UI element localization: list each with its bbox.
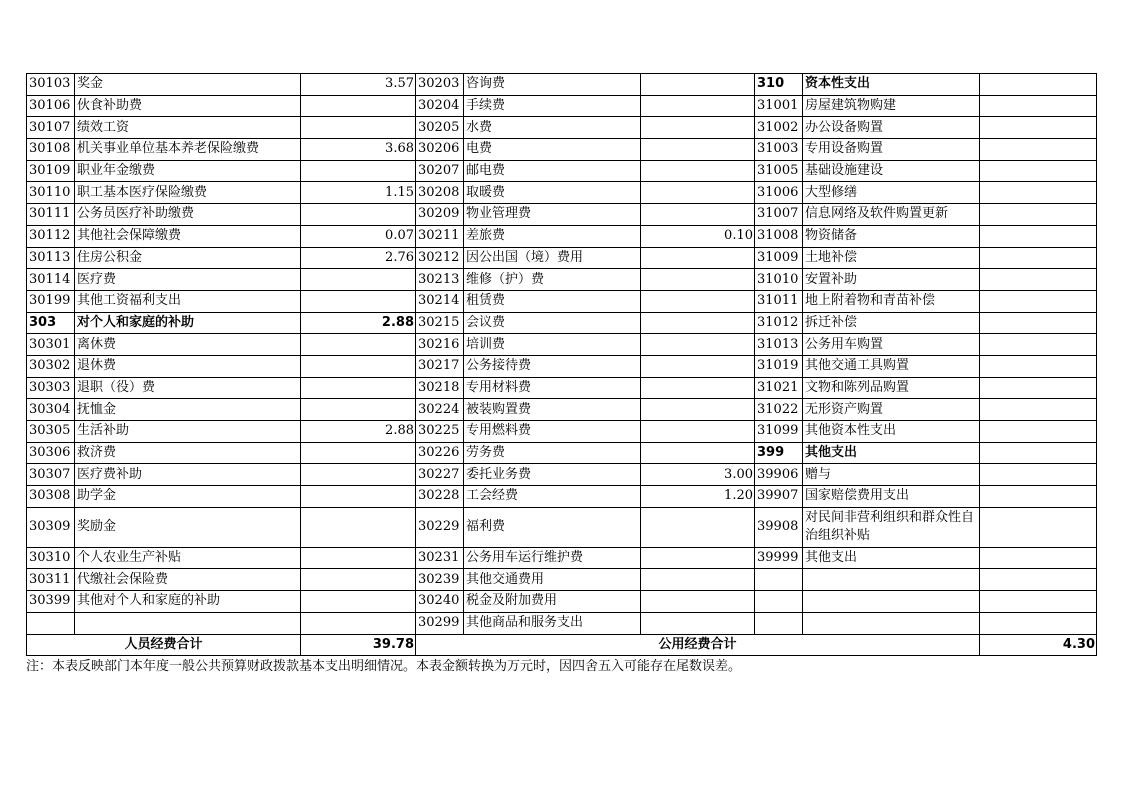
personnel-code-cell: 30112 xyxy=(27,225,75,247)
capital-item-cell: 对民间非营利组织和群众性自治组织补贴 xyxy=(803,507,980,547)
capital-item-cell: 拆迁补偿 xyxy=(803,312,980,334)
public-total-label: 公用经费合计 xyxy=(416,634,980,656)
personnel-amount-cell: 2.88 xyxy=(301,312,416,334)
personnel-code-cell: 30310 xyxy=(27,547,75,569)
capital-code-cell: 31099 xyxy=(755,421,803,443)
public-item-cell: 取暖费 xyxy=(464,182,641,204)
personnel-code-cell: 30106 xyxy=(27,95,75,117)
capital-item-cell: 大型修缮 xyxy=(803,182,980,204)
personnel-code-cell: 30307 xyxy=(27,464,75,486)
personnel-code-cell: 30303 xyxy=(27,377,75,399)
capital-amount-cell xyxy=(980,464,1097,486)
public-item-cell: 委托业务费 xyxy=(464,464,641,486)
personnel-item-cell: 奖金 xyxy=(75,74,301,96)
capital-amount-cell xyxy=(980,139,1097,161)
public-amount-cell xyxy=(641,399,755,421)
personnel-code-cell: 30108 xyxy=(27,139,75,161)
personnel-item-cell: 奖励金 xyxy=(75,507,301,547)
capital-amount-cell xyxy=(980,569,1097,591)
capital-item-cell: 其他支出 xyxy=(803,442,980,464)
capital-code-cell: 39907 xyxy=(755,486,803,508)
public-code-cell: 30226 xyxy=(416,442,464,464)
public-item-cell: 邮电费 xyxy=(464,160,641,182)
capital-code-cell: 31011 xyxy=(755,290,803,312)
public-code-cell: 30231 xyxy=(416,547,464,569)
public-code-cell: 30205 xyxy=(416,117,464,139)
table-row xyxy=(27,612,1097,634)
public-amount-cell xyxy=(641,160,755,182)
personnel-amount-cell xyxy=(301,507,416,547)
table-row xyxy=(27,421,1097,443)
public-item-cell: 工会经费 xyxy=(464,486,641,508)
public-item-cell: 物业管理费 xyxy=(464,204,641,226)
public-code-cell: 30224 xyxy=(416,399,464,421)
public-amount-cell xyxy=(641,355,755,377)
capital-amount-cell xyxy=(980,117,1097,139)
capital-code-cell: 31010 xyxy=(755,269,803,291)
public-code-cell: 30239 xyxy=(416,569,464,591)
personnel-amount-cell: 3.57 xyxy=(301,74,416,96)
capital-amount-cell xyxy=(980,160,1097,182)
capital-code-cell: 31022 xyxy=(755,399,803,421)
personnel-item-cell: 公务员医疗补助缴费 xyxy=(75,204,301,226)
public-code-cell: 30208 xyxy=(416,182,464,204)
table-row xyxy=(27,399,1097,421)
table-row xyxy=(27,377,1097,399)
public-code-cell: 30216 xyxy=(416,334,464,356)
personnel-item-cell: 退职（役）费 xyxy=(75,377,301,399)
table-row xyxy=(27,74,1097,96)
public-amount-cell xyxy=(641,421,755,443)
capital-code-cell: 39999 xyxy=(755,547,803,569)
public-item-cell: 差旅费 xyxy=(464,225,641,247)
table-row xyxy=(27,160,1097,182)
personnel-code-cell: 30103 xyxy=(27,74,75,96)
capital-amount-cell xyxy=(980,269,1097,291)
personnel-amount-cell: 1.15 xyxy=(301,182,416,204)
personnel-amount-cell xyxy=(301,355,416,377)
public-code-cell: 30225 xyxy=(416,421,464,443)
capital-code-cell xyxy=(755,569,803,591)
personnel-item-cell: 退休费 xyxy=(75,355,301,377)
public-code-cell: 30207 xyxy=(416,160,464,182)
personnel-code-cell: 30309 xyxy=(27,507,75,547)
personnel-code-cell: 30302 xyxy=(27,355,75,377)
public-amount-cell xyxy=(641,591,755,613)
capital-item-cell: 其他资本性支出 xyxy=(803,421,980,443)
capital-amount-cell xyxy=(980,421,1097,443)
capital-code-cell: 31019 xyxy=(755,355,803,377)
personnel-amount-cell xyxy=(301,486,416,508)
capital-amount-cell xyxy=(980,95,1097,117)
personnel-amount-cell xyxy=(301,569,416,591)
public-amount-cell xyxy=(641,204,755,226)
capital-code-cell: 31012 xyxy=(755,312,803,334)
public-item-cell: 维修（护）费 xyxy=(464,269,641,291)
capital-code-cell: 31013 xyxy=(755,334,803,356)
capital-item-cell: 资本性支出 xyxy=(803,74,980,96)
personnel-item-cell: 伙食补助费 xyxy=(75,95,301,117)
public-code-cell: 30209 xyxy=(416,204,464,226)
public-amount-cell xyxy=(641,74,755,96)
totals-row xyxy=(27,634,1097,656)
capital-item-cell: 物资储备 xyxy=(803,225,980,247)
capital-code-cell: 31009 xyxy=(755,247,803,269)
personnel-amount-cell xyxy=(301,547,416,569)
capital-item-cell: 国家赔偿费用支出 xyxy=(803,486,980,508)
public-item-cell: 公务接待费 xyxy=(464,355,641,377)
public-item-cell: 因公出国（境）费用 xyxy=(464,247,641,269)
personnel-item-cell: 机关事业单位基本养老保险缴费 xyxy=(75,139,301,161)
capital-item-cell: 无形资产购置 xyxy=(803,399,980,421)
capital-item-cell: 安置补助 xyxy=(803,269,980,291)
personnel-item-cell: 其他对个人和家庭的补助 xyxy=(75,591,301,613)
personnel-code-cell: 30107 xyxy=(27,117,75,139)
personnel-code-cell: 30301 xyxy=(27,334,75,356)
capital-code-cell: 31007 xyxy=(755,204,803,226)
public-item-cell: 手续费 xyxy=(464,95,641,117)
public-amount-cell xyxy=(641,95,755,117)
personnel-item-cell: 职工基本医疗保险缴费 xyxy=(75,182,301,204)
public-amount-cell xyxy=(641,139,755,161)
table-row xyxy=(27,464,1097,486)
capital-amount-cell xyxy=(980,247,1097,269)
public-code-cell: 30217 xyxy=(416,355,464,377)
personnel-item-cell: 离休费 xyxy=(75,334,301,356)
table-row xyxy=(27,225,1097,247)
public-item-cell: 咨询费 xyxy=(464,74,641,96)
capital-code-cell: 31001 xyxy=(755,95,803,117)
personnel-item-cell xyxy=(75,612,301,634)
capital-amount-cell xyxy=(980,612,1097,634)
capital-code-cell: 39906 xyxy=(755,464,803,486)
public-item-cell: 专用燃料费 xyxy=(464,421,641,443)
capital-code-cell: 31002 xyxy=(755,117,803,139)
public-amount-cell: 3.00 xyxy=(641,464,755,486)
capital-amount-cell xyxy=(980,486,1097,508)
personnel-code-cell: 30311 xyxy=(27,569,75,591)
capital-item-cell: 信息网络及软件购置更新 xyxy=(803,204,980,226)
public-amount-cell xyxy=(641,247,755,269)
personnel-item-cell: 助学金 xyxy=(75,486,301,508)
public-amount-cell xyxy=(641,377,755,399)
capital-item-cell: 公务用车购置 xyxy=(803,334,980,356)
public-code-cell: 30204 xyxy=(416,95,464,117)
personnel-total-value: 39.78 xyxy=(301,634,416,656)
public-amount-cell xyxy=(641,312,755,334)
capital-item-cell: 地上附着物和青苗补偿 xyxy=(803,290,980,312)
public-item-cell: 电费 xyxy=(464,139,641,161)
personnel-code-cell: 303 xyxy=(27,312,75,334)
personnel-code-cell: 30110 xyxy=(27,182,75,204)
public-item-cell: 会议费 xyxy=(464,312,641,334)
personnel-amount-cell: 3.68 xyxy=(301,139,416,161)
public-total-value: 4.30 xyxy=(980,634,1097,656)
personnel-amount-cell xyxy=(301,612,416,634)
public-amount-cell xyxy=(641,612,755,634)
personnel-code-cell: 30109 xyxy=(27,160,75,182)
personnel-item-cell: 职业年金缴费 xyxy=(75,160,301,182)
public-item-cell: 其他商品和服务支出 xyxy=(464,612,641,634)
personnel-item-cell: 个人农业生产补贴 xyxy=(75,547,301,569)
capital-item-cell: 赠与 xyxy=(803,464,980,486)
table-row xyxy=(27,182,1097,204)
public-item-cell: 公务用车运行维护费 xyxy=(464,547,641,569)
personnel-amount-cell: 2.88 xyxy=(301,421,416,443)
capital-item-cell: 专用设备购置 xyxy=(803,139,980,161)
personnel-amount-cell: 0.07 xyxy=(301,225,416,247)
table-row xyxy=(27,334,1097,356)
expenditure-table xyxy=(26,73,1097,656)
capital-code-cell: 31006 xyxy=(755,182,803,204)
capital-code-cell: 31005 xyxy=(755,160,803,182)
personnel-amount-cell xyxy=(301,442,416,464)
personnel-amount-cell xyxy=(301,160,416,182)
capital-amount-cell xyxy=(980,442,1097,464)
capital-code-cell xyxy=(755,591,803,613)
personnel-amount-cell xyxy=(301,95,416,117)
personnel-item-cell: 医疗费 xyxy=(75,269,301,291)
public-item-cell: 水费 xyxy=(464,117,641,139)
personnel-item-cell: 住房公积金 xyxy=(75,247,301,269)
capital-amount-cell xyxy=(980,74,1097,96)
public-code-cell: 30211 xyxy=(416,225,464,247)
public-amount-cell xyxy=(641,269,755,291)
public-amount-cell xyxy=(641,569,755,591)
personnel-item-cell: 代缴社会保险费 xyxy=(75,569,301,591)
capital-amount-cell xyxy=(980,334,1097,356)
personnel-amount-cell xyxy=(301,464,416,486)
capital-item-cell: 基础设施建设 xyxy=(803,160,980,182)
public-item-cell: 培训费 xyxy=(464,334,641,356)
personnel-amount-cell xyxy=(301,204,416,226)
personnel-item-cell: 生活补助 xyxy=(75,421,301,443)
public-amount-cell xyxy=(641,547,755,569)
capital-code-cell: 310 xyxy=(755,74,803,96)
public-code-cell: 30213 xyxy=(416,269,464,291)
personnel-code-cell: 30111 xyxy=(27,204,75,226)
personnel-item-cell: 对个人和家庭的补助 xyxy=(75,312,301,334)
personnel-amount-cell xyxy=(301,117,416,139)
table-row xyxy=(27,117,1097,139)
table-row xyxy=(27,269,1097,291)
personnel-amount-cell xyxy=(301,377,416,399)
table-row xyxy=(27,442,1097,464)
public-item-cell: 租赁费 xyxy=(464,290,641,312)
capital-code-cell: 39908 xyxy=(755,507,803,547)
capital-amount-cell xyxy=(980,182,1097,204)
capital-item-cell xyxy=(803,591,980,613)
personnel-amount-cell xyxy=(301,334,416,356)
table-row xyxy=(27,290,1097,312)
personnel-amount-cell xyxy=(301,399,416,421)
capital-item-cell: 其他支出 xyxy=(803,547,980,569)
capital-amount-cell xyxy=(980,204,1097,226)
personnel-item-cell: 抚恤金 xyxy=(75,399,301,421)
capital-amount-cell xyxy=(980,507,1097,547)
personnel-code-cell: 30304 xyxy=(27,399,75,421)
capital-amount-cell xyxy=(980,225,1097,247)
personnel-item-cell: 救济费 xyxy=(75,442,301,464)
public-amount-cell xyxy=(641,182,755,204)
table-row xyxy=(27,312,1097,334)
capital-item-cell xyxy=(803,612,980,634)
public-item-cell: 其他交通费用 xyxy=(464,569,641,591)
table-row xyxy=(27,355,1097,377)
public-code-cell: 30212 xyxy=(416,247,464,269)
public-amount-cell: 0.10 xyxy=(641,225,755,247)
public-item-cell: 劳务费 xyxy=(464,442,641,464)
capital-code-cell xyxy=(755,612,803,634)
personnel-code-cell: 30306 xyxy=(27,442,75,464)
personnel-total-label: 人员经费合计 xyxy=(27,634,301,656)
public-amount-cell xyxy=(641,290,755,312)
public-code-cell: 30203 xyxy=(416,74,464,96)
table-row xyxy=(27,204,1097,226)
capital-item-cell: 文物和陈列品购置 xyxy=(803,377,980,399)
table-row xyxy=(27,486,1097,508)
table-row xyxy=(27,547,1097,569)
personnel-item-cell: 绩效工资 xyxy=(75,117,301,139)
personnel-amount-cell xyxy=(301,269,416,291)
table-row xyxy=(27,139,1097,161)
personnel-amount-cell xyxy=(301,290,416,312)
capital-amount-cell xyxy=(980,547,1097,569)
capital-amount-cell xyxy=(980,377,1097,399)
personnel-code-cell: 30114 xyxy=(27,269,75,291)
public-item-cell: 专用材料费 xyxy=(464,377,641,399)
public-amount-cell xyxy=(641,117,755,139)
capital-item-cell: 其他交通工具购置 xyxy=(803,355,980,377)
personnel-code-cell: 30305 xyxy=(27,421,75,443)
public-code-cell: 30299 xyxy=(416,612,464,634)
public-code-cell: 30227 xyxy=(416,464,464,486)
public-code-cell: 30240 xyxy=(416,591,464,613)
public-amount-cell xyxy=(641,334,755,356)
public-item-cell: 税金及附加费用 xyxy=(464,591,641,613)
public-amount-cell: 1.20 xyxy=(641,486,755,508)
capital-code-cell: 31021 xyxy=(755,377,803,399)
personnel-item-cell: 其他工资福利支出 xyxy=(75,290,301,312)
personnel-code-cell xyxy=(27,612,75,634)
table-row xyxy=(27,95,1097,117)
table-row xyxy=(27,569,1097,591)
table-row xyxy=(27,247,1097,269)
personnel-amount-cell: 2.76 xyxy=(301,247,416,269)
capital-amount-cell xyxy=(980,312,1097,334)
public-code-cell: 30228 xyxy=(416,486,464,508)
public-code-cell: 30215 xyxy=(416,312,464,334)
public-code-cell: 30214 xyxy=(416,290,464,312)
public-item-cell: 福利费 xyxy=(464,507,641,547)
capital-code-cell: 31008 xyxy=(755,225,803,247)
public-code-cell: 30206 xyxy=(416,139,464,161)
capital-code-cell: 31003 xyxy=(755,139,803,161)
public-amount-cell xyxy=(641,507,755,547)
capital-amount-cell xyxy=(980,290,1097,312)
public-item-cell: 被装购置费 xyxy=(464,399,641,421)
public-code-cell: 30229 xyxy=(416,507,464,547)
table-row xyxy=(27,591,1097,613)
personnel-code-cell: 30113 xyxy=(27,247,75,269)
table-row xyxy=(27,507,1097,547)
capital-amount-cell xyxy=(980,399,1097,421)
capital-amount-cell xyxy=(980,591,1097,613)
capital-item-cell: 土地补偿 xyxy=(803,247,980,269)
personnel-item-cell: 其他社会保障缴费 xyxy=(75,225,301,247)
personnel-amount-cell xyxy=(301,591,416,613)
footnote: 注：本表反映部门本年度一般公共预算财政拨款基本支出明细情况。本表金额转换为万元时，因四舍五入可能存在尾数误差。 xyxy=(26,659,742,674)
capital-item-cell: 房屋建筑物购建 xyxy=(803,95,980,117)
personnel-item-cell: 医疗费补助 xyxy=(75,464,301,486)
capital-item-cell: 办公设备购置 xyxy=(803,117,980,139)
capital-item-cell xyxy=(803,569,980,591)
personnel-code-cell: 30308 xyxy=(27,486,75,508)
public-amount-cell xyxy=(641,442,755,464)
capital-amount-cell xyxy=(980,355,1097,377)
public-code-cell: 30218 xyxy=(416,377,464,399)
personnel-code-cell: 30399 xyxy=(27,591,75,613)
personnel-code-cell: 30199 xyxy=(27,290,75,312)
capital-code-cell: 399 xyxy=(755,442,803,464)
